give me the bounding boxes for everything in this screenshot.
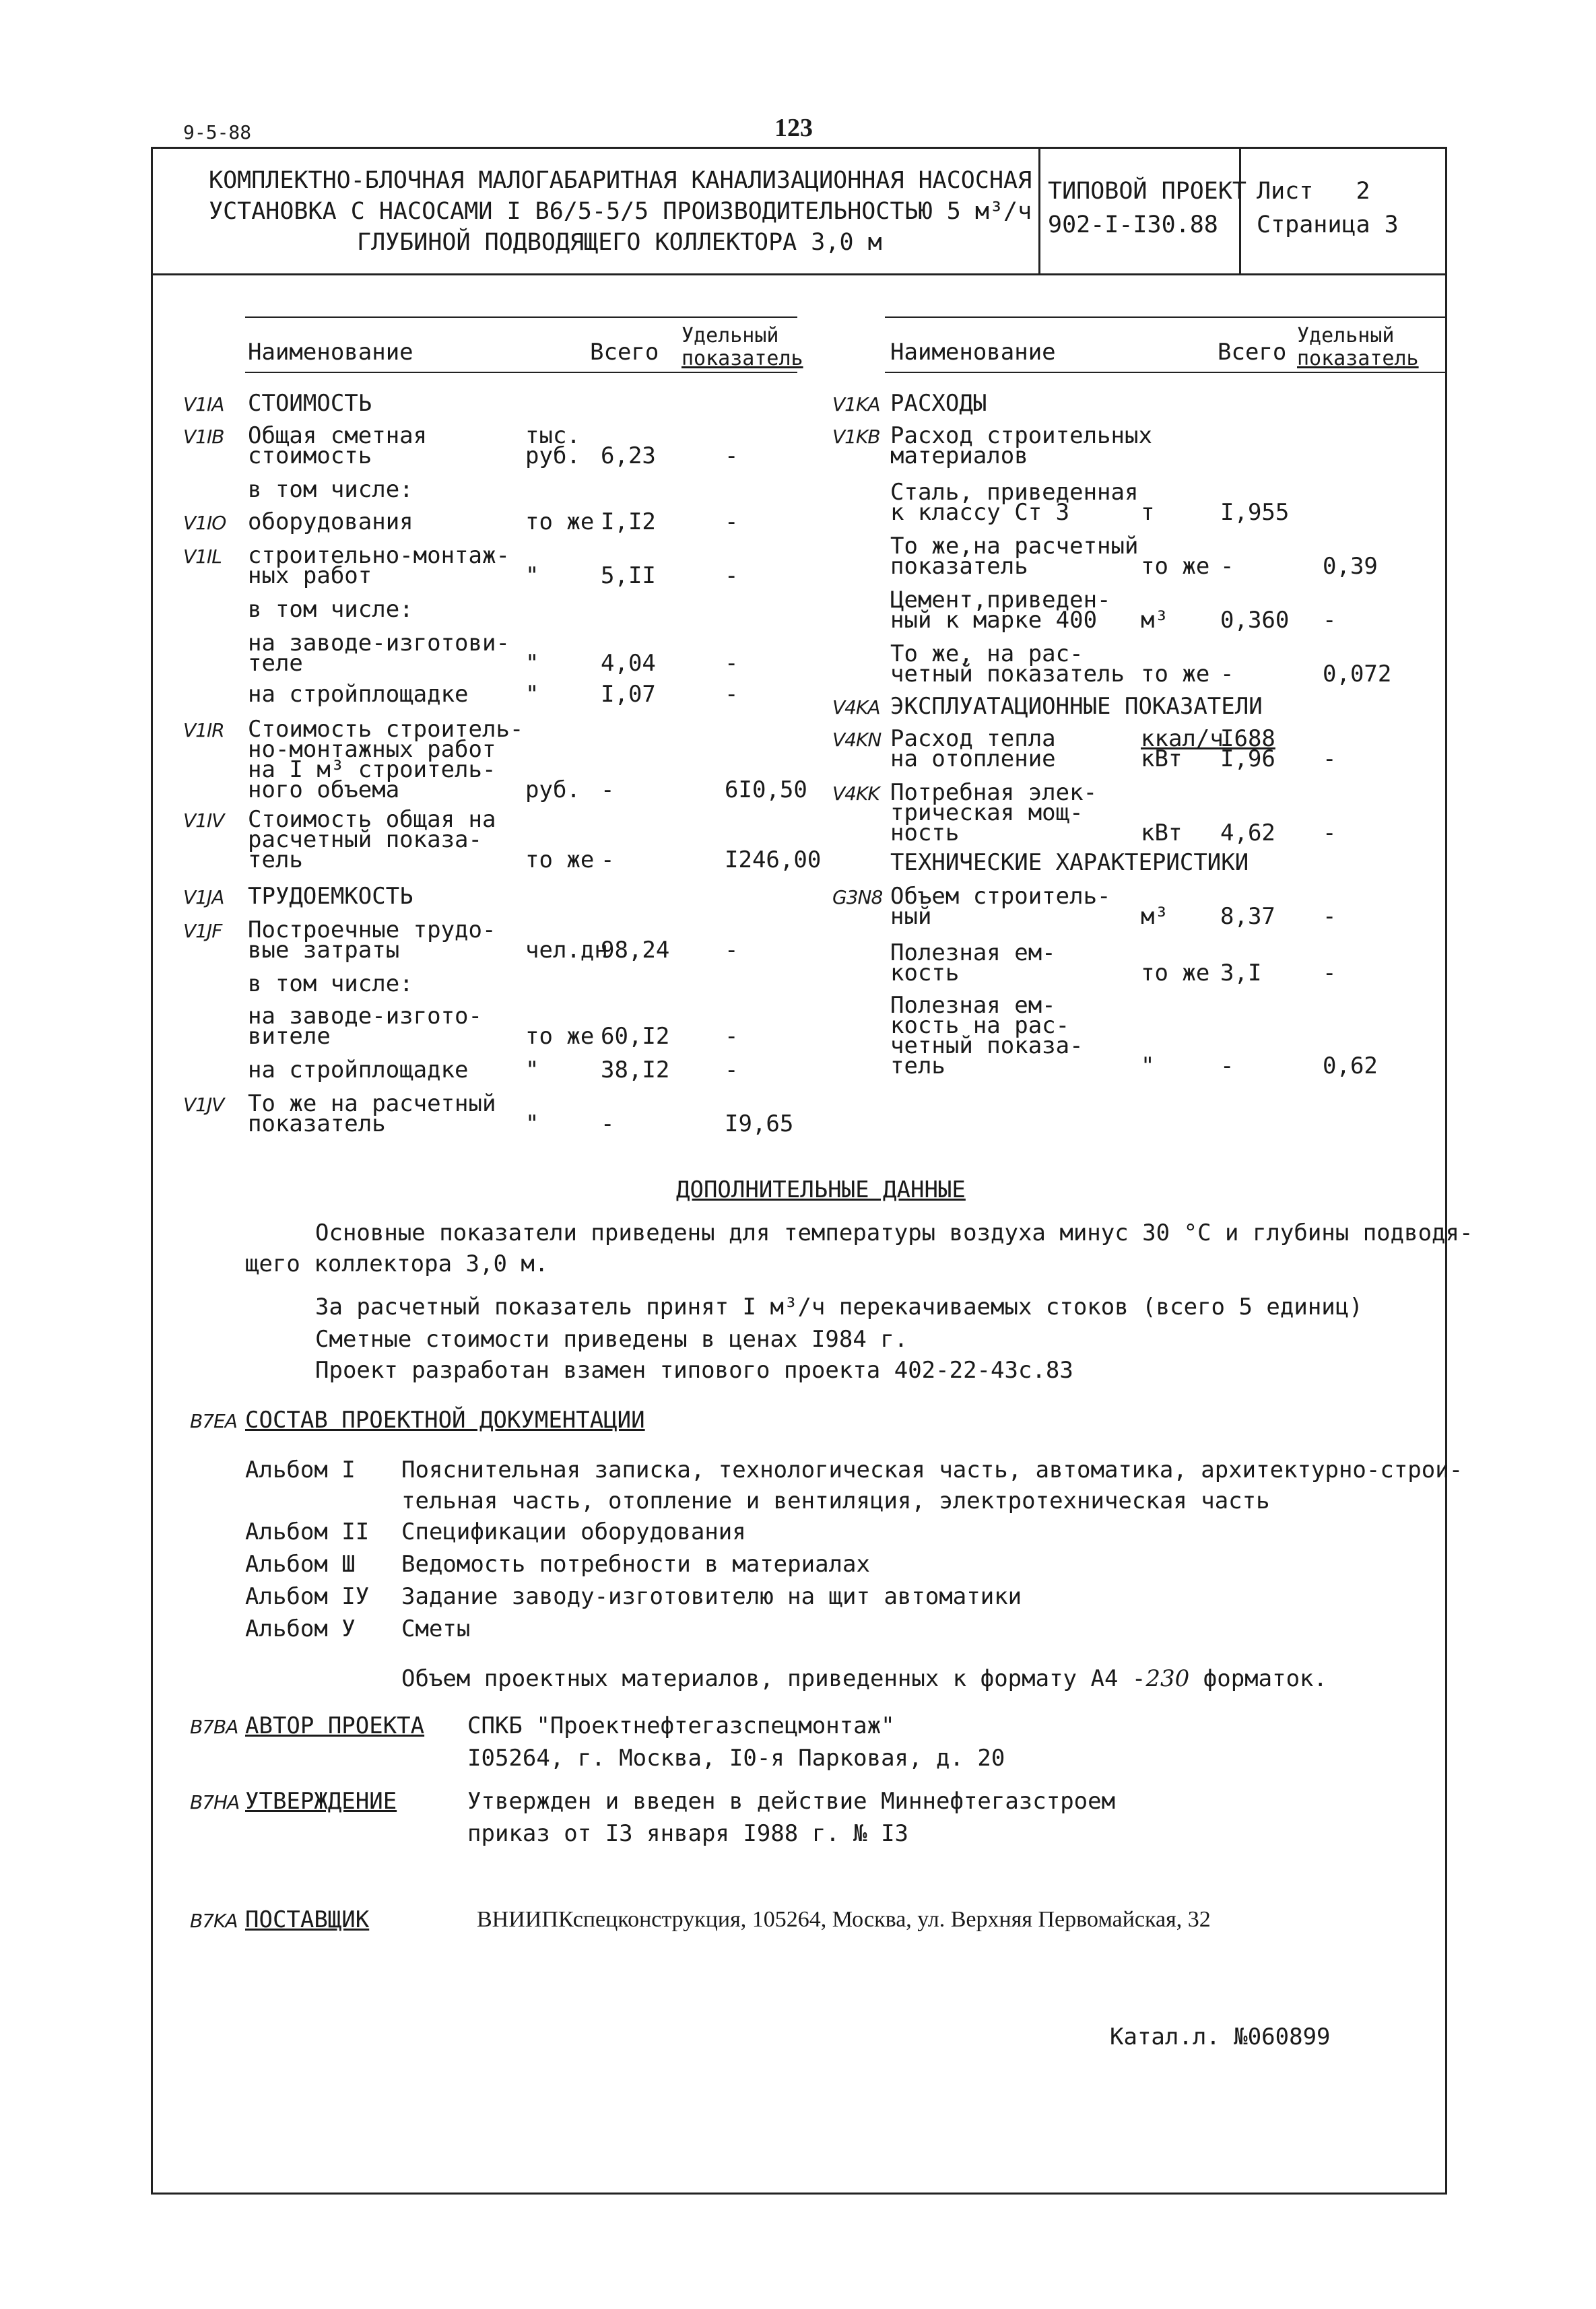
row-name: Стоимость общая на (248, 806, 496, 833)
row-total: I,I2 (601, 508, 656, 535)
approval-line-1: Утвержден и введен в действие Миннефтегазстроем (467, 1788, 1116, 1815)
right-header-spec-1: Удельный (1297, 324, 1395, 347)
album-label: Альбом Ш (245, 1551, 356, 1578)
row-name: Общая сметная (248, 422, 428, 449)
row-spec: - (1323, 903, 1337, 930)
row-name: на I м³ строитель- (248, 756, 496, 783)
row-total: 38,I2 (601, 1057, 670, 1083)
row-name: ТРУДОЕМКОСТЬ (248, 883, 413, 910)
additional-p1-line1: Основные показатели приведены для температуры воздуха минус 30 °С и глубины подводя- (315, 1219, 1473, 1246)
row-name: вителе (248, 1023, 331, 1050)
row-unit: то же (525, 508, 595, 535)
row-name: ных работ (248, 562, 372, 589)
row-total: 0,360 (1220, 607, 1290, 634)
album-label: Альбом I (245, 1457, 356, 1483)
page-number: 123 (774, 114, 813, 142)
row-unit: ккал/ч (1141, 725, 1224, 752)
row-name: Расход тепла (890, 725, 1056, 752)
left-header-total: Всего (590, 339, 659, 366)
author-line-1: СПКБ "Проектнефтегазспецмонтаж" (467, 1712, 895, 1739)
album-description: тельная часть, отопление и вентиляция, электротехническая часть (401, 1487, 1270, 1514)
author-title: АВТОР ПРОЕКТА (245, 1712, 425, 1739)
row-name: То же,на расчетный (890, 533, 1139, 560)
left-header-spec-2: показатель (681, 347, 803, 370)
row-spec: - (1323, 819, 1337, 846)
project-label: ТИПОВОЙ ПРОЕКТ (1048, 178, 1247, 205)
row-name: кость на рас- (890, 1012, 1070, 1039)
row-spec: - (1323, 960, 1337, 986)
row-spec: - (725, 1057, 739, 1083)
row-unit: " (525, 562, 539, 589)
title-line-2: УСТАНОВКА С НАСОСАМИ I В6/5-5/5 ПРОИЗВОДИТЕЛЬНОСТЬЮ 5 м³/ч (209, 198, 1032, 225)
row-code: V4KN (832, 729, 882, 751)
additional-p3: Сметные стоимости приведены в ценах I984 г. (315, 1326, 908, 1353)
row-spec: - (1323, 607, 1337, 634)
row-name: но-монтажных работ (248, 736, 496, 763)
row-code: V1IB (183, 426, 224, 448)
row-total: - (601, 776, 615, 803)
row-total: 5,II (601, 562, 656, 589)
row-unit: " (525, 681, 539, 708)
additional-p4: Проект разработан взамен типового проекта 402-22-43с.83 (315, 1357, 1073, 1384)
row-spec: 0,072 (1323, 661, 1392, 688)
row-name: вые затраты (248, 937, 400, 964)
additional-title: ДОПОЛНИТЕЛЬНЫЕ ДАННЫЕ (676, 1176, 966, 1203)
row-name: То же, на рас- (890, 640, 1084, 667)
row-name: теле (248, 650, 303, 677)
row-spec: - (725, 442, 739, 469)
row-name: стоимость (248, 442, 372, 469)
row-total: - (1220, 553, 1234, 580)
row-name: на отопление (890, 745, 1056, 772)
row-code: V1IR (183, 719, 224, 741)
row-code: V1JF (183, 920, 222, 942)
row-name: Построечные трудо- (248, 916, 496, 943)
composition-code: B7EA (190, 1410, 237, 1432)
row-code: V1IV (183, 809, 224, 832)
row-unit: чел.дн (525, 937, 608, 964)
row-spec: I9,65 (725, 1110, 794, 1137)
approval-code: B7HA (190, 1791, 240, 1813)
row-unit: т (1141, 499, 1155, 526)
row-unit: то же (1141, 661, 1210, 688)
row-name: Потребная элек- (890, 779, 1098, 806)
row-unit: то же (525, 846, 595, 873)
title-line-3: ГЛУБИНОЙ ПОДВОДЯЩЕГО КОЛЛЕКТОРА 3,0 м (357, 229, 882, 256)
row-unit: " (525, 1057, 539, 1083)
row-name: тель (890, 1052, 945, 1079)
row-total: - (1220, 1052, 1234, 1079)
row-name: Стоимость строитель- (248, 716, 524, 743)
supplier-code: B7KA (190, 1910, 238, 1932)
row-total: - (1220, 661, 1234, 688)
row-name: в том числе: (248, 970, 413, 997)
supplier-title: ПОСТАВЩИК (245, 1906, 370, 1933)
row-spec: I246,00 (725, 846, 822, 873)
row-code: V1IL (183, 545, 222, 568)
row-total: - (601, 1110, 615, 1137)
row-name: ность (890, 819, 960, 846)
row-unit: м³ (1141, 607, 1168, 634)
album-label: Альбом II (245, 1518, 370, 1545)
approval-title: УТВЕРЖДЕНИЕ (245, 1788, 397, 1815)
row-name: расчетный показа- (248, 826, 482, 853)
row-name: строительно-монтаж- (248, 542, 510, 569)
row-unit: " (1141, 1052, 1155, 1079)
row-name: на заводе-изготови- (248, 630, 510, 657)
row-name: на заводе-изгото- (248, 1003, 482, 1030)
row-spec: 6I0,50 (725, 776, 807, 803)
row-name: Сталь, приведенная (890, 479, 1139, 506)
row-name: в том числе: (248, 476, 413, 503)
row-name: тель (248, 846, 303, 873)
row-name: Расход строительных (890, 422, 1152, 449)
row-name: на стройплощадке (248, 1057, 469, 1083)
row-total: I,955 (1220, 499, 1290, 526)
album-description: Сметы (401, 1615, 471, 1642)
approval-line-2: приказ от I3 января I988 г. № I3 (467, 1820, 909, 1847)
row-name: четный показа- (890, 1032, 1084, 1059)
row-name: Полезная ем- (890, 939, 1056, 966)
right-header-total: Всего (1218, 339, 1287, 366)
row-name: показатель (248, 1110, 386, 1137)
row-total: 3,I (1220, 960, 1262, 986)
row-name: показатель (890, 553, 1028, 580)
print-date: 9-5-88 (183, 121, 252, 143)
row-code: G3N8 (832, 886, 883, 908)
row-unit: " (525, 650, 539, 677)
row-unit: кВт (1141, 745, 1183, 772)
row-total: 4,04 (601, 650, 656, 677)
title-line-1: КОМПЛЕКТНО-БЛОЧНАЯ МАЛОГАБАРИТНАЯ КАНАЛИЗАЦИОННАЯ НАСОСНАЯ (209, 167, 1032, 194)
album-description: Спецификации оборудования (401, 1518, 746, 1545)
row-name: Полезная ем- (890, 992, 1056, 1019)
row-total: I,96 (1220, 745, 1275, 772)
row-name: Объем строитель- (890, 883, 1111, 910)
album-description: Задание заводу-изготовителю на щит автоматики (401, 1583, 1022, 1610)
row-spec: - (725, 650, 739, 677)
row-total: 60,I2 (601, 1023, 670, 1050)
row-name: в том числе: (248, 596, 413, 623)
row-name: ТЕХНИЧЕСКИЕ ХАРАКТЕРИСТИКИ (890, 849, 1249, 876)
row-spec: 0,62 (1323, 1052, 1378, 1079)
left-header-spec-1: Удельный (681, 324, 779, 347)
row-unit: " (525, 1110, 539, 1137)
row-name: четный показатель (890, 661, 1125, 688)
row-code: V1IO (183, 512, 226, 534)
volume-text: Объем проектных материалов, приведенных к формату А4 -230 форматок. (401, 1665, 1327, 1692)
row-name: ного объема (248, 776, 400, 803)
row-name: То же на расчетный (248, 1090, 496, 1117)
author-code: B7BA (190, 1716, 238, 1738)
row-total: 8,37 (1220, 903, 1275, 930)
row-code: V4KA (832, 696, 880, 718)
row-spec: 0,39 (1323, 553, 1378, 580)
row-code: V4KK (832, 782, 879, 805)
row-name: кость (890, 960, 960, 986)
right-header-name: Наименование (890, 339, 1056, 366)
album-label: Альбом IУ (245, 1583, 370, 1610)
additional-p1-line2: щего коллектора 3,0 м. (245, 1250, 549, 1277)
row-spec: - (725, 1023, 739, 1050)
row-unit: руб. (525, 442, 580, 469)
page-label: Страница 3 (1257, 211, 1399, 238)
row-total: I688 (1220, 725, 1275, 752)
catalog-number: Катал.л. №060899 (1110, 2023, 1331, 2050)
row-name: ный (890, 903, 932, 930)
row-unit: кВт (1141, 819, 1183, 846)
left-header-name: Наименование (248, 339, 413, 366)
row-unit: м³ (1141, 903, 1168, 930)
row-total: 98,24 (601, 937, 670, 964)
row-code: V1IA (183, 393, 224, 415)
row-name: трическая мощ- (890, 799, 1084, 826)
row-unit: то же (1141, 553, 1210, 580)
row-name: ный к марке 400 (890, 607, 1098, 634)
row-code: V1KA (832, 393, 880, 415)
row-spec: - (725, 937, 739, 964)
row-name: РАСХОДЫ (890, 390, 987, 417)
album-description: Пояснительная записка, технологическая часть, автоматика, архитектурно-строи- (401, 1457, 1463, 1483)
row-spec: - (1323, 745, 1337, 772)
additional-p2: За расчетный показатель принят I м³/ч перекачиваемых стоков (всего 5 единиц) (315, 1294, 1363, 1320)
supplier-text: ВНИИПКспецконструкция, 105264, Москва, ул. Верхняя Первомайская, 32 (477, 1907, 1211, 1932)
volume-handwritten: 230 (1145, 1665, 1190, 1692)
row-name: к классу Ст 3 (890, 499, 1070, 526)
project-number: 902-I-I30.88 (1048, 211, 1218, 238)
row-unit: то же (525, 1023, 595, 1050)
row-total: I,07 (601, 681, 656, 708)
row-spec: - (725, 562, 739, 589)
right-header-spec-2: показатель (1297, 347, 1419, 370)
row-total: 4,62 (1220, 819, 1275, 846)
row-unit: руб. (525, 776, 580, 803)
row-name: оборудования (248, 508, 413, 535)
row-code: V1JV (183, 1094, 224, 1116)
row-name: на стройплощадке (248, 681, 469, 708)
author-line-2: I05264, г. Москва, I0-я Парковая, д. 20 (467, 1745, 1005, 1772)
album-label: Альбом У (245, 1615, 356, 1642)
row-spec: - (725, 508, 739, 535)
row-unit: тыс. (525, 422, 580, 449)
row-name: Цемент,приведен- (890, 587, 1111, 613)
row-name: ЭКСПЛУАТАЦИОННЫЕ ПОКАЗАТЕЛИ (890, 693, 1263, 720)
row-name: СТОИМОСТЬ (248, 390, 372, 417)
row-name: материалов (890, 442, 1028, 469)
row-total: 6,23 (601, 442, 656, 469)
row-total: - (601, 846, 615, 873)
album-description: Ведомость потребности в материалах (401, 1551, 870, 1578)
row-code: V1JA (183, 886, 224, 908)
sheet-number: Лист 2 (1257, 178, 1370, 205)
row-unit: то же (1141, 960, 1210, 986)
composition-title: СОСТАВ ПРОЕКТНОЙ ДОКУМЕНТАЦИИ (245, 1407, 645, 1434)
row-spec: - (725, 681, 739, 708)
row-code: V1KB (832, 426, 880, 448)
